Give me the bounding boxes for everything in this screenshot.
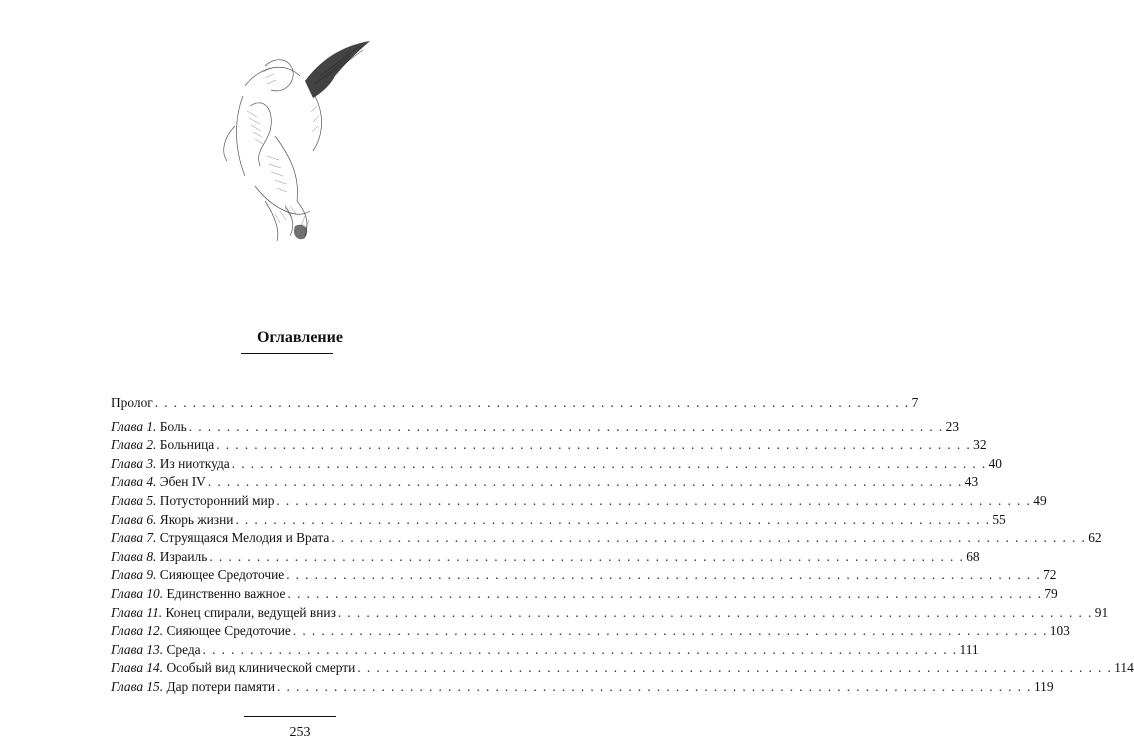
- toc-entry-title: Конец спирали, ведущей вниз: [165, 604, 336, 620]
- toc-entry-chapter-7[interactable]: [111, 529, 1102, 548]
- dot-leader: . . . . . . . . . . . . . . . . . . . . . . . . . . . . . . . . . . . . . . . . . . . . . . . . . . . . . . . . . . . . . . . . . . . . . . . . . . . . . . . .: [292, 623, 1048, 639]
- dot-leader: . . . . . . . . . . . . . . . . . . . . . . . . . . . . . . . . . . . . . . . . . . . . . . . . . . . . . . . . . . . . . . . . . . . . . . . . . . . . . . . .: [188, 418, 944, 434]
- toc-entry-title: Эбен IV: [159, 474, 206, 490]
- toc-entry-title: Сияющее Средоточие: [159, 567, 285, 583]
- toc-entry-title: Боль: [159, 418, 187, 434]
- toc-entry-chapter-12[interactable]: [111, 622, 1070, 641]
- toc-entry-page: 43: [964, 474, 979, 490]
- page-number: 253: [289, 725, 311, 740]
- footer-rule: [244, 716, 336, 717]
- toc-entry-page: 103: [1049, 623, 1070, 639]
- chapter-prefix: Глава 13.: [111, 641, 164, 657]
- table-of-contents: [111, 394, 1134, 697]
- dot-leader: . . . . . . . . . . . . . . . . . . . . . . . . . . . . . . . . . . . . . . . . . . . . . . . . . . . . . . . . . . . . . . . . . . . . . . . . . . . . . . . .: [209, 548, 965, 564]
- toc-entry-chapter-8[interactable]: [111, 548, 980, 567]
- dot-leader: . . . . . . . . . . . . . . . . . . . . . . . . . . . . . . . . . . . . . . . . . . . . . . . . . . . . . . . . . . . . . . . . . . . . . . . . . . . . . . . .: [337, 604, 1093, 620]
- toc-entry-chapter-11[interactable]: [111, 604, 1109, 623]
- chapter-prefix: Глава 2.: [111, 437, 157, 453]
- title-underline: [241, 353, 333, 354]
- toc-entry-title: Якорь жизни: [159, 511, 234, 527]
- dot-leader: . . . . . . . . . . . . . . . . . . . . . . . . . . . . . . . . . . . . . . . . . . . . . . . . . . . . . . . . . . . . . . . . . . . . . . . . . . . . . . . .: [202, 641, 958, 657]
- toc-entry-title: Из ниоткуда: [159, 455, 230, 471]
- toc-entry-page: 55: [992, 511, 1006, 527]
- dot-leader: . . . . . . . . . . . . . . . . . . . . . . . . . . . . . . . . . . . . . . . . . . . . . . . . . . . . . . . . . . . . . . . . . . . . . . . . . . . . . . . .: [277, 678, 1032, 694]
- toc-entry-chapter-3[interactable]: [111, 455, 1002, 474]
- toc-entry-title: Израиль: [159, 548, 208, 564]
- toc-title: Оглавление: [257, 329, 343, 346]
- toc-entry-title: Дар потери памяти: [166, 678, 276, 694]
- chapter-prefix: Глава 11.: [111, 604, 163, 620]
- toc-entry-title: Единственно важное: [166, 585, 286, 601]
- toc-entry-page: 114: [1114, 660, 1134, 676]
- toc-entry-page: 79: [1044, 585, 1058, 601]
- dot-leader: . . . . . . . . . . . . . . . . . . . . . . . . . . . . . . . . . . . . . . . . . . . . . . . . . . . . . . . . . . . . . . . . . . . . . . . . . . . . . . . .: [357, 660, 1113, 676]
- chapter-prefix: Глава 12.: [111, 623, 164, 639]
- toc-entry-title: Потусторонний мир: [159, 492, 275, 508]
- dot-leader: . . . . . . . . . . . . . . . . . . . . . . . . . . . . . . . . . . . . . . . . . . . . . . . . . . . . . . . . . . . . . . . . . . . . . . . . . . . . . . . .: [154, 395, 910, 410]
- toc-entry-page: 62: [1088, 530, 1102, 546]
- toc-entry-chapter-10[interactable]: [111, 585, 1058, 604]
- toc-entry-page: 40: [988, 455, 1002, 471]
- dot-leader: . . . . . . . . . . . . . . . . . . . . . . . . . . . . . . . . . . . . . . . . . . . . . . . . . . . . . . . . . . . . . . . . . . . . . . . . . . . . . . . .: [216, 437, 972, 453]
- toc-entry-chapter-15[interactable]: [111, 678, 1054, 697]
- chapter-list: [111, 418, 1134, 697]
- chapter-prefix: Глава 15.: [111, 678, 164, 694]
- toc-entry-page: 23: [945, 418, 960, 434]
- chapter-prefix: Глава 8.: [111, 548, 157, 564]
- toc-entry-title: Особый вид клинической смерти: [166, 660, 356, 676]
- toc-entry-prologue[interactable]: [111, 394, 919, 413]
- toc-entry-title: Больница: [159, 437, 215, 453]
- toc-entry-chapter-2[interactable]: [111, 436, 987, 455]
- angel-sketch-illustration: [205, 36, 375, 251]
- dot-leader: . . . . . . . . . . . . . . . . . . . . . . . . . . . . . . . . . . . . . . . . . . . . . . . . . . . . . . . . . . . . . . . . . . . . . . . . . . . . . . . .: [207, 474, 963, 490]
- toc-entry-page: 119: [1033, 678, 1054, 694]
- toc-entry-chapter-4[interactable]: [111, 473, 979, 492]
- toc-entry-page: 32: [973, 437, 987, 453]
- dot-leader: . . . . . . . . . . . . . . . . . . . . . . . . . . . . . . . . . . . . . . . . . . . . . . . . . . . . . . . . . . . . . . . . . . . . . . . . . . . . . . . .: [287, 585, 1043, 601]
- chapter-prefix: Глава 3.: [111, 455, 157, 471]
- toc-entry-page: 68: [966, 548, 980, 564]
- toc-entry-chapter-6[interactable]: [111, 511, 1006, 530]
- chapter-prefix: Глава 14.: [111, 660, 164, 676]
- toc-entry-page: 111: [959, 641, 979, 657]
- chapter-prefix: Глава 4.: [111, 474, 157, 490]
- dot-leader: . . . . . . . . . . . . . . . . . . . . . . . . . . . . . . . . . . . . . . . . . . . . . . . . . . . . . . . . . . . . . . . . . . . . . . . . . . . . . . . .: [331, 530, 1087, 546]
- toc-entry-title: Пролог: [111, 395, 153, 410]
- toc-entry-page: 7: [911, 395, 919, 410]
- chapter-prefix: Глава 7.: [111, 530, 157, 546]
- toc-entry-title: Струящаяся Мелодия и Врата: [159, 530, 330, 546]
- dot-leader: . . . . . . . . . . . . . . . . . . . . . . . . . . . . . . . . . . . . . . . . . . . . . . . . . . . . . . . . . . . . . . . . . . . . . . . . . . . . . . . .: [235, 511, 991, 527]
- toc-entry-page: 49: [1033, 492, 1047, 508]
- chapter-prefix: Глава 10.: [111, 585, 164, 601]
- chapter-prefix: Глава 5.: [111, 492, 157, 508]
- chapter-prefix: Глава 1.: [111, 418, 157, 434]
- toc-entry-chapter-5[interactable]: [111, 492, 1047, 511]
- chapter-prefix: Глава 6.: [111, 511, 157, 527]
- toc-entry-chapter-9[interactable]: [111, 566, 1057, 585]
- dot-leader: . . . . . . . . . . . . . . . . . . . . . . . . . . . . . . . . . . . . . . . . . . . . . . . . . . . . . . . . . . . . . . . . . . . . . . . . . . . . . . . .: [276, 492, 1032, 508]
- toc-entry-page: 72: [1043, 567, 1057, 583]
- toc-entry-title: Среда: [166, 641, 201, 657]
- dot-leader: . . . . . . . . . . . . . . . . . . . . . . . . . . . . . . . . . . . . . . . . . . . . . . . . . . . . . . . . . . . . . . . . . . . . . . . . . . . . . . . .: [286, 567, 1042, 583]
- toc-entry-chapter-13[interactable]: [111, 641, 979, 660]
- toc-entry-chapter-1[interactable]: [111, 418, 960, 437]
- chapter-prefix: Глава 9.: [111, 567, 157, 583]
- toc-entry-page: 91: [1094, 604, 1109, 620]
- dot-leader: . . . . . . . . . . . . . . . . . . . . . . . . . . . . . . . . . . . . . . . . . . . . . . . . . . . . . . . . . . . . . . . . . . . . . . . . . . . . . . . .: [231, 455, 987, 471]
- toc-entry-chapter-14[interactable]: [111, 659, 1134, 678]
- toc-entry-title: Сияющее Средоточие: [166, 623, 291, 639]
